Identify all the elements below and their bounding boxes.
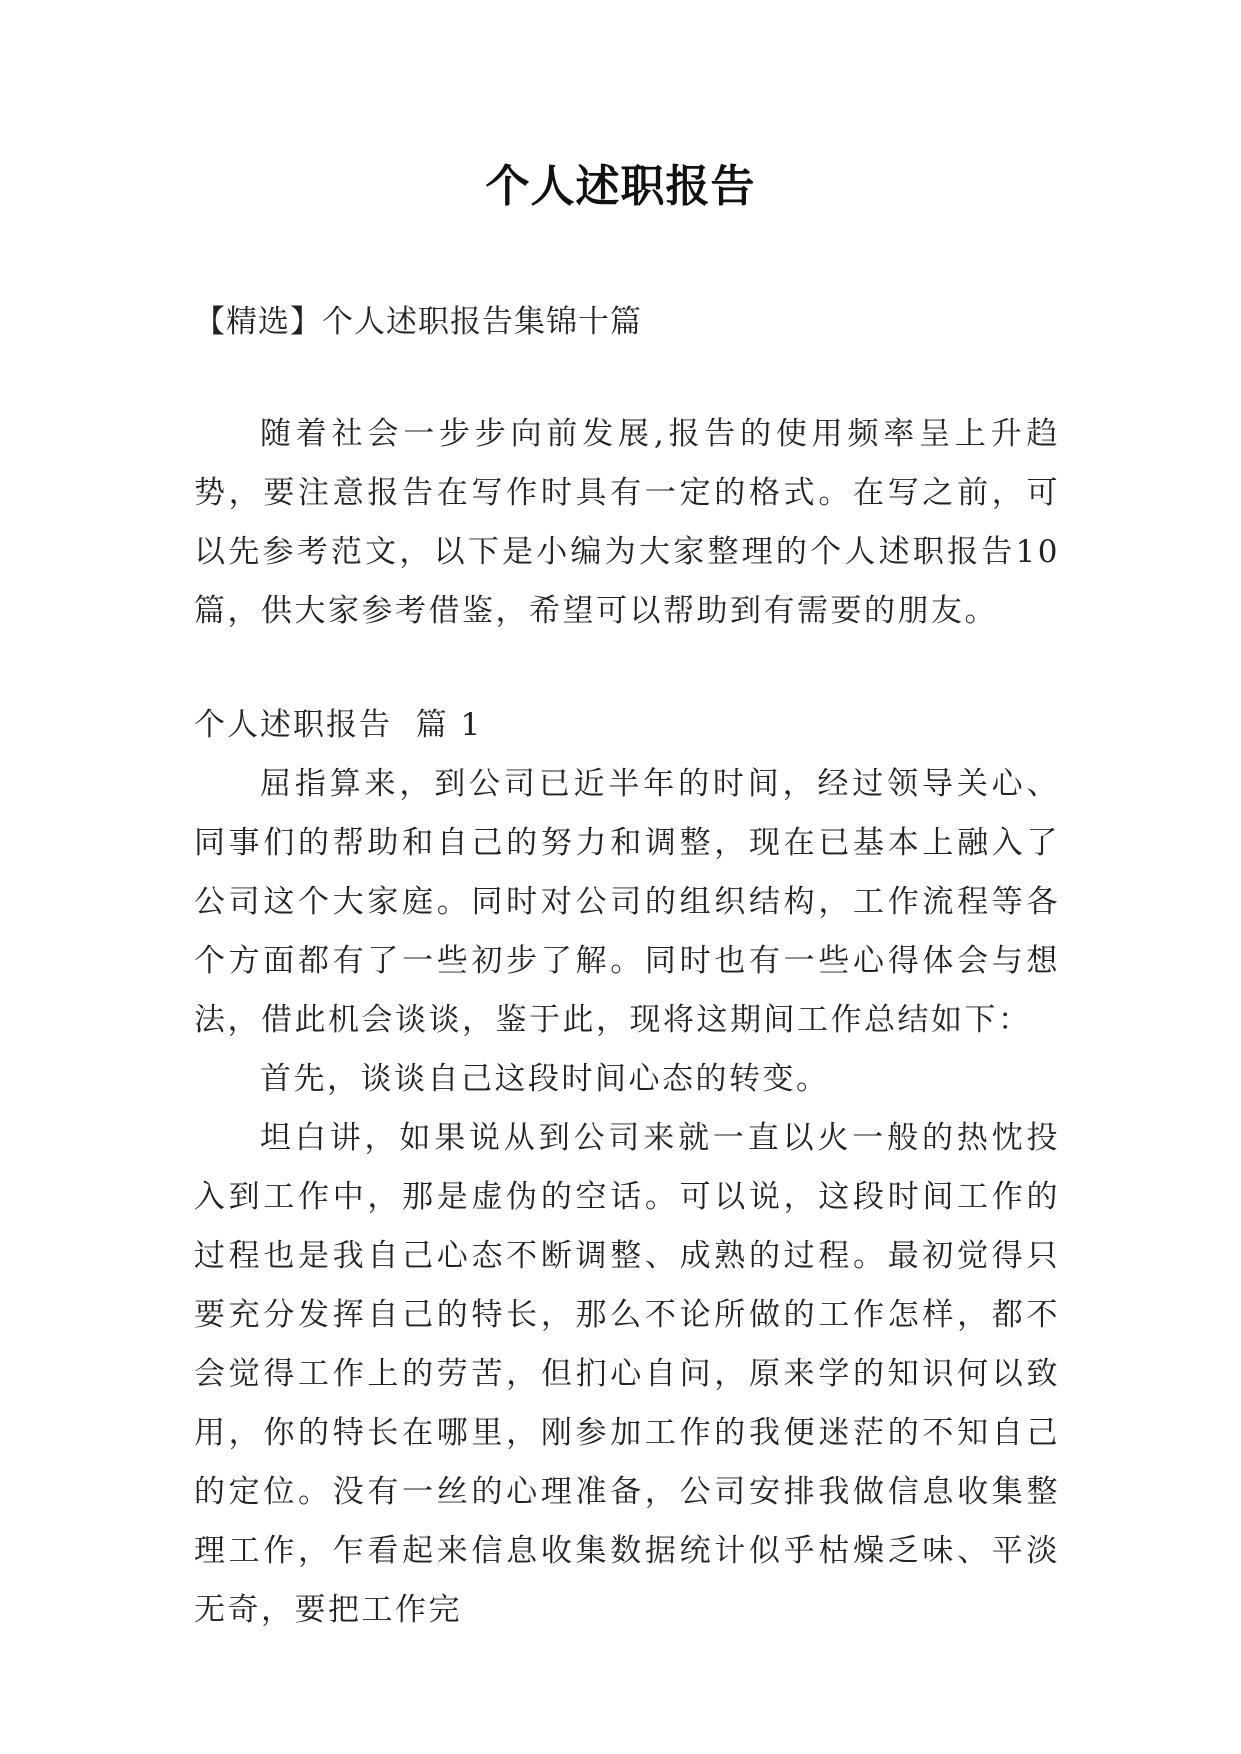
document-title: 个人述职报告 (485, 161, 756, 212)
intro-block (194, 405, 1060, 641)
body-paragraph-2: 首先，谈谈自己这段时间心态的转变。 (260, 1061, 830, 1097)
body-paragraph-3: 坦白讲，如果说从到公司来就一直以火一般的热忱投入到工作中，那是虚伪的空话。可以说，这段时间工作的过程也是我自己心态不断调整、成熟的过程。最初觉得只要充分发挥自己的特长，那么不论所做的工作怎样，都不会觉得工作上的劳苦，但扪心自问，原来学的知识何以致用，你的特长在哪里，刚参加工作的我便迷茫的不知自己的定位。没有一丝的心理准备，公司安排我做信息收集整理工作，乍看起来信息收集数据统计似乎枯燥乏味、平淡无奇，要把工作完 (194, 1120, 1060, 1628)
article-section (194, 696, 1060, 1640)
intro-paragraph: 随着社会一步步向前发展,报告的使用频率呈上升趋势，要注意报告在写作时具有一定的格式。在写之前，可以先参考范文，以下是小编为大家整理的个人述职报告10篇，供大家参考借鉴，希望可以帮助到有需要的朋友。 (194, 416, 1060, 629)
body-paragraph-1: 屈指算来，到公司已近半年的时间，经过领导关心、同事们的帮助和自己的努力和调整，现在已基本上融入了公司这个大家庭。同时对公司的组织结构，工作流程等各个方面都有了一些初步了解。同时也有一些心得体会与想法，借此机会谈谈，鉴于此，现将这期间工作总结如下： (194, 766, 1060, 1038)
section-heading: 个人述职报告 篇 1 (194, 707, 483, 743)
document-subtitle: 【精选】个人述职报告集锦十篇 (194, 304, 642, 340)
